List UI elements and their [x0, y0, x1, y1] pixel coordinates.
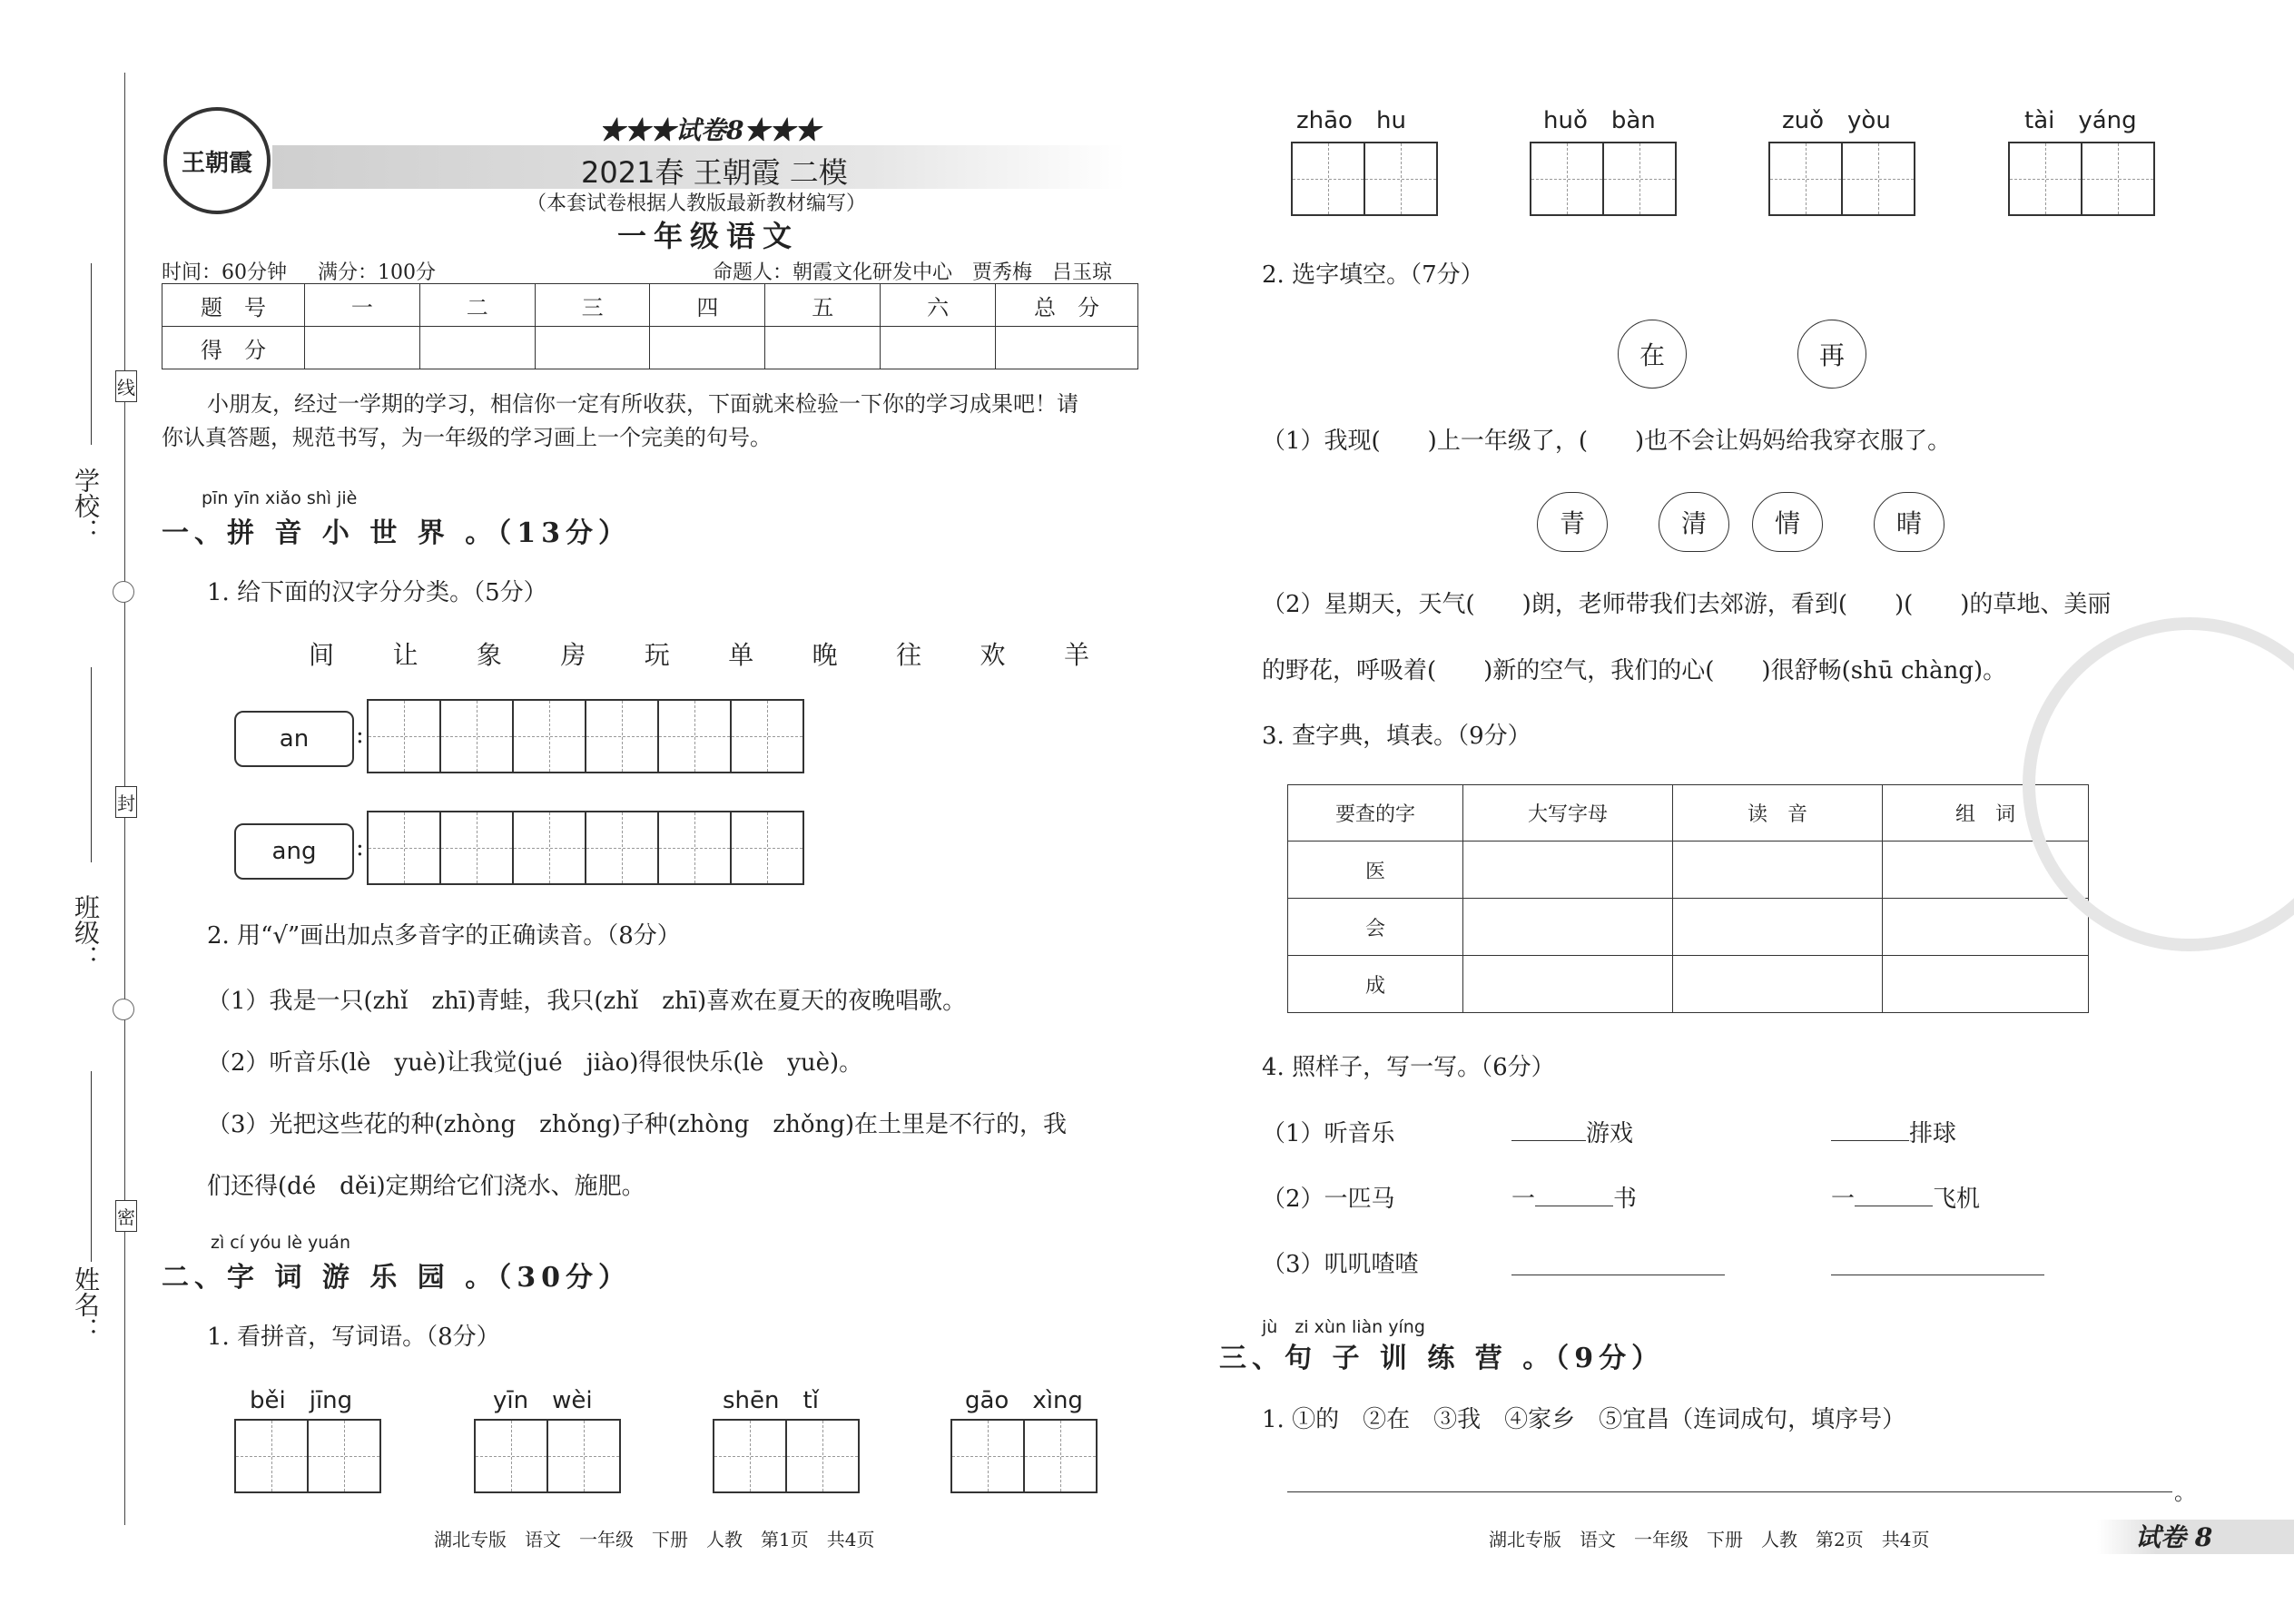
ang-label: ang: [271, 838, 317, 865]
name-label: 姓名：: [71, 1266, 101, 1343]
example-word: 书: [1613, 1186, 1638, 1213]
ang-writing-grid[interactable]: [367, 811, 804, 885]
score-cell[interactable]: [535, 327, 650, 369]
char-item: 单: [728, 640, 754, 670]
intro-line: 你认真答题，规范书写，为一年级的学习画上一个完美的句号。: [162, 425, 772, 450]
dict-cell[interactable]: [1463, 842, 1673, 899]
word-writing-grid[interactable]: [1291, 142, 1438, 216]
score-row-label: 得 分: [162, 327, 305, 369]
seal-feng: 封: [115, 786, 137, 818]
score-header: 题 号: [162, 284, 305, 327]
score-cell[interactable]: [305, 327, 420, 369]
question-line: 的野花，呼吸着( )新的空气，我们的心( )很舒畅(shū chàng)。: [1262, 657, 2007, 684]
question-line: （1）我现( )上一年级了，( )也不会让妈妈给我穿衣服了。: [1262, 428, 1952, 455]
question-line: 们还得(dé děi)定期给它们浇水、施肥。: [207, 1173, 645, 1200]
section-title: 一、拼 音 小 世 界 。（13分）: [162, 517, 631, 549]
word-writing-grid[interactable]: [2008, 142, 2155, 216]
choice-char: 再: [1818, 340, 1845, 370]
word-pinyin: zuǒ yòu: [1782, 107, 1891, 134]
question-title: 1. 看拼音，写词语。（8分）: [207, 1324, 500, 1351]
dict-cell[interactable]: [1673, 899, 1883, 956]
footer-left: 湖北专版 语文 一年级 下册 人教 第1页 共4页: [434, 1529, 875, 1550]
logo: [163, 107, 271, 214]
word-pinyin: shēn tǐ: [723, 1387, 819, 1414]
an-label-box: [234, 711, 354, 767]
question-title: 3. 查字典，填表。（9分）: [1262, 723, 1531, 750]
example-line: （2）一匹马: [1262, 1186, 1395, 1213]
dict-char: 会: [1288, 899, 1463, 956]
dict-header: 要查的字: [1288, 785, 1463, 842]
rabbit-circle: [1797, 320, 1866, 389]
seal-xian: 线: [115, 370, 137, 402]
section-pinyin: pīn yīn xiǎo shì jiè: [202, 488, 358, 508]
authors: 命题人：朝霞文化研发中心 贾秀梅 吕玉琼: [713, 261, 1113, 284]
choice-char: 情: [1774, 508, 1800, 538]
dict-cell[interactable]: [1463, 899, 1673, 956]
score-cell[interactable]: [419, 327, 535, 369]
section-pinyin: jù zi xùn liàn yíng: [1262, 1317, 1425, 1337]
dict-char: 医: [1288, 842, 1463, 899]
footer-right: 湖北专版 语文 一年级 下册 人教 第2页 共4页: [1489, 1529, 1930, 1550]
score-cell[interactable]: [881, 327, 996, 369]
footer-tag: 试卷 8: [2135, 1522, 2213, 1552]
dict-cell[interactable]: [1463, 956, 1673, 1013]
question-title: 1. 给下面的汉字分分类。（5分）: [207, 579, 547, 606]
question-title: 2. 选字填空。（7分）: [1262, 261, 1484, 289]
char-item: 象: [476, 640, 502, 670]
class-label: 班级：: [71, 894, 101, 970]
colon: :: [356, 722, 364, 749]
word-pinyin: zhāo hu: [1296, 107, 1406, 134]
char-item: 晚: [812, 640, 838, 670]
dict-header: 大写字母: [1463, 785, 1673, 842]
intro-line: 小朋友，经过一学期的学习，相信你一定有所收获，下面就来检验一下你的学习成果吧！请: [207, 391, 1078, 417]
end-mark: 。: [2174, 1480, 2196, 1505]
score-header: 二: [419, 284, 535, 327]
score-header: 总 分: [996, 284, 1138, 327]
cat-icon: [1659, 492, 1729, 552]
word-pinyin: gāo xìng: [965, 1387, 1083, 1414]
score-header: 三: [535, 284, 650, 327]
flower-icon: [113, 581, 134, 603]
dict-cell[interactable]: [1883, 899, 2089, 956]
score-header: 四: [650, 284, 765, 327]
word-writing-grid[interactable]: [950, 1419, 1098, 1493]
score-cell[interactable]: [996, 327, 1138, 369]
word-writing-grid[interactable]: [1530, 142, 1677, 216]
dictionary-table: [1287, 784, 2089, 1013]
example-word: 游戏: [1586, 1120, 1634, 1147]
answer-line[interactable]: [1287, 1491, 2172, 1492]
school-label: 学校：: [71, 468, 101, 544]
name-blank[interactable]: [91, 1071, 92, 1262]
class-blank[interactable]: [91, 667, 92, 862]
score-header: 一: [305, 284, 420, 327]
full-score: 满分：100分: [318, 261, 436, 284]
char-item: 让: [392, 640, 418, 670]
school-blank[interactable]: [91, 263, 92, 445]
word-pinyin: yīn wèi: [493, 1387, 593, 1414]
score-header: 五: [765, 284, 881, 327]
word-writing-grid[interactable]: [234, 1419, 381, 1493]
question-line: （1）我是一只(zhǐ zhī)青蛙，我只(zhǐ zhī)喜欢在夏天的夜晚唱歌。: [207, 988, 967, 1015]
word-writing-grid[interactable]: [713, 1419, 860, 1493]
char-item: 欢: [980, 640, 1006, 670]
cat-icon: [1752, 492, 1823, 552]
paper-subtitle: （本套试卷根据人教版最新教材编写）: [527, 192, 867, 215]
logo-text: 王朝霞: [181, 149, 252, 177]
cat-icon: [1537, 492, 1608, 552]
question-title: 2. 用“√”画出加点多音字的正确读音。（8分）: [207, 922, 681, 950]
example-line: （1）听音乐: [1262, 1120, 1395, 1147]
choice-char: 在: [1639, 340, 1665, 370]
choice-char: 青: [1559, 508, 1585, 538]
paper-label: ★★★试卷8★★★: [599, 115, 821, 145]
score-cell[interactable]: [650, 327, 765, 369]
an-label: an: [279, 725, 310, 753]
word-writing-grid[interactable]: [1768, 142, 1915, 216]
dict-cell[interactable]: [1673, 956, 1883, 1013]
score-cell[interactable]: [765, 327, 881, 369]
char-item: 间: [309, 640, 335, 670]
example-word: 排球: [1909, 1120, 1957, 1147]
dict-header: 组 词: [1883, 785, 2089, 842]
choice-char: 晴: [1895, 508, 1922, 538]
dict-char: 成: [1288, 956, 1463, 1013]
an-writing-grid[interactable]: [367, 699, 804, 773]
paper-title: 2021春 王朝霞 二模: [581, 155, 848, 190]
ang-label-box: [234, 823, 354, 880]
section-title: 二、字 词 游 乐 园 。（30分）: [162, 1262, 631, 1294]
char-item: 往: [896, 640, 922, 670]
section-pinyin: zì cí yóu lè yuán: [211, 1233, 350, 1253]
time-info: 时间：60分钟: [162, 261, 287, 284]
char-list: [309, 635, 1089, 672]
char-item: 玩: [644, 640, 670, 670]
choice-char: 清: [1680, 508, 1707, 538]
example-word: 飞机: [1933, 1186, 1981, 1213]
flower-icon: [113, 999, 134, 1020]
dict-cell[interactable]: [1673, 842, 1883, 899]
word-pinyin: běi jīng: [250, 1387, 353, 1414]
example-word: 一: [1831, 1186, 1856, 1213]
word-pinyin: tài yáng: [2024, 107, 2137, 134]
word-writing-grid[interactable]: [474, 1419, 621, 1493]
grade-subject: 一年级语文: [617, 219, 800, 253]
question-title: 1. ①的 ②在 ③我 ④家乡 ⑤宜昌（连词成句，填序号）: [1262, 1406, 1906, 1433]
example-line: （3）叽叽喳喳: [1262, 1251, 1419, 1278]
char-item: 羊: [1063, 640, 1089, 670]
word-pinyin: huǒ bàn: [1543, 107, 1656, 134]
colon: :: [356, 834, 364, 861]
score-header: 六: [881, 284, 996, 327]
section-title: 三、句 子 训 练 营 。（9分）: [1219, 1343, 1665, 1374]
char-item: 房: [560, 640, 586, 670]
example-word: 一: [1511, 1186, 1536, 1213]
score-table: [162, 283, 1138, 369]
question-line: （3）光把这些花的种(zhòng zhǒng)子种(zhòng zhǒng)在土里是不行的，我: [207, 1111, 1068, 1138]
cat-icon: [1874, 492, 1944, 552]
dict-cell[interactable]: [1883, 956, 2089, 1013]
question-line: （2）听音乐(lè yuè)让我觉(jué jiào)得很快乐(lè yuè)。: [207, 1049, 863, 1077]
dict-header: 读 音: [1673, 785, 1883, 842]
seal-mi: 密: [115, 1200, 137, 1232]
question-line: （2）星期天，天气( )朗，老师带我们去郊游，看到( )( )的草地、美丽: [1262, 591, 2112, 618]
fill-blank[interactable]: [1831, 1140, 1909, 1141]
question-title: 4. 照样子，写一写。（6分）: [1262, 1054, 1555, 1081]
fill-blank[interactable]: [1511, 1140, 1586, 1141]
rabbit-circle: [1618, 320, 1687, 389]
